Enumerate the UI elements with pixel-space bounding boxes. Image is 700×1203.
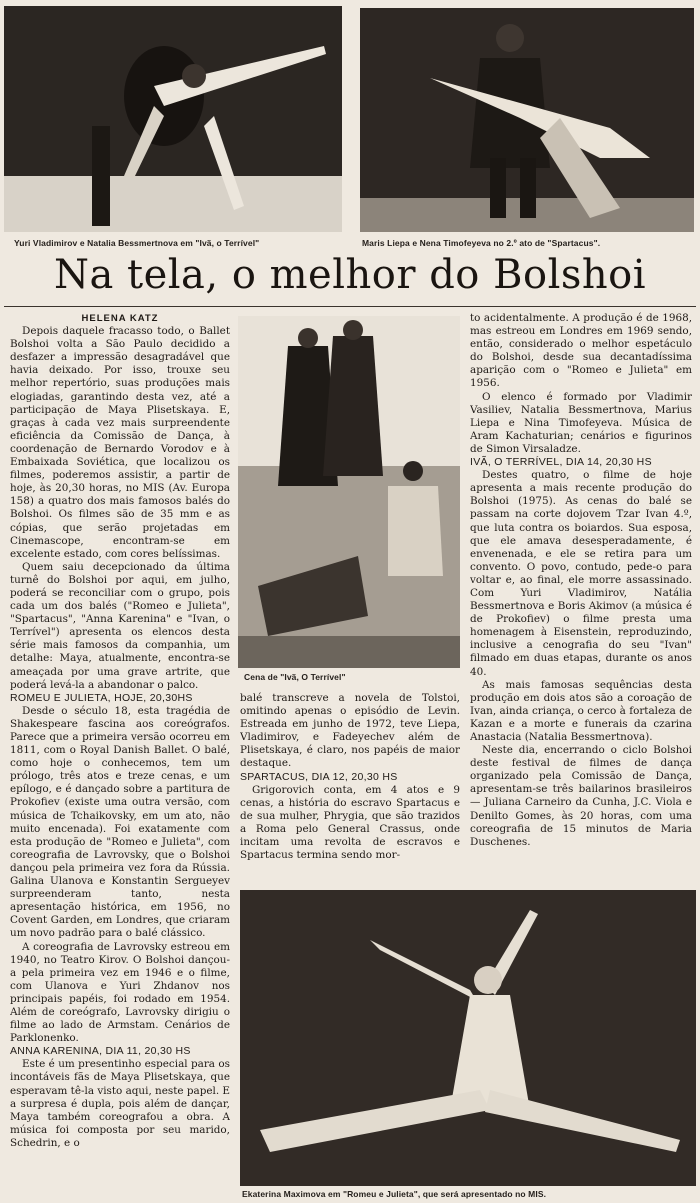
photo-caption: Cena de "Ivã, O Terrível"	[244, 672, 346, 682]
paragraph: Este é um presentinho especial para os incontáveis fãs de Maya Plisetskaya, que esperavam tê-la visto aqui, neste papel. E a surpresa é dupla, pois além de dançar, Maya também coreografou a obra. A música foi composta por seu marido, Schedrin, e o	[10, 1058, 230, 1149]
paragraph: Destes quatro, o filme de hoje apresenta a mais recente produção do Bolshoi (1975). As cenas do balé se passam na corte dojovem Tzar Ivan 4.º, que luta contra os boiardos. Sua esposa, que ele amava desesperadamente, é envenenada, e ele se retira para um convento. O povo, contudo, pede-o para voltar e, ao final, ele morre assassinado. Com Yuri Vladimirov, Natália Bessmertnova e Boris Akimov (a música é de Prokofiev) o filme presta uma homenagem à Eisenstein, reproduzindo, inclusive a cenografia do seu "Ivan" filmado em duas etapas, durante os anos 40.	[470, 469, 692, 678]
photo-ivan-scene	[238, 316, 460, 668]
paragraph: to acidentalmente. A produção é de 1968, mas estreou em Londres em 1969 sendo, então, considerado o melhor espetáculo do Bolshoi, desde sua decantadíssima aparição com o "Romeo e Julieta" em 1956.	[470, 312, 692, 390]
photo-romeo-julieta	[240, 890, 696, 1186]
photo-spartacus	[360, 8, 694, 232]
section-heading: SPARTACUS, DIA 12, 20,30 HS	[240, 770, 398, 783]
paragraph: Quem saiu decepcionado da última turnê do Bolshoi por aqui, em julho, poderá se reconciliar com o grupo, pois cada um dos balés ("Romeo e Julieta", "Spartacus", "Anna Karenina" e "Ivan, o Terrível") apresenta os elencos desta série mais famosos da companhia, um detalhe: Maya, atualmente, encontra-se ameaçada por uma grave artrite, que poderá levá-la a abandonar o palco.	[10, 560, 230, 691]
section-heading: ANNA KARENINA, DIA 11, 20,30 HS	[10, 1045, 191, 1058]
photo-caption: Yuri Vladimirov e Natalia Bessmertnova em "Ivã, o Terrível"	[14, 238, 260, 248]
paragraph: balé transcreve a novela de Tolstoi, omitindo apenas o episódio de Levin. Estreada em junho de 1972, teve Liepa, Vladimirov, e Fadeyechev além de Plisetskaya, é claro, nos papéis de maior destaque.	[240, 692, 460, 770]
photo-ivan-dancers	[4, 6, 342, 232]
article-column-3	[470, 312, 692, 880]
section-heading: ROMEU E JULIETA, HOJE, 20,30HS	[10, 691, 193, 704]
paragraph: As mais famosas sequências desta produção em dois atos são a coroação de Ivan, ainda criança, o cerco à fortaleza de Kazan e a morte e funerais da czarina Anastacia (Natalia Bessmertnova).	[470, 678, 692, 743]
photo-caption: Ekaterina Maximova em "Romeu e Julieta", que será apresentado no MIS.	[242, 1189, 547, 1199]
page-title: Na tela, o melhor do Bolshoi	[53, 252, 647, 298]
paragraph: A coreografia de Lavrovsky estreou em 1940, no Teatro Kirov. O Bolshoi dançou-a pela primeira vez em 1946 e o filme, com Ulanova e Yuri Zhdanov nos principais papéis, foi rodado em 1954. Além de coreógrafo, Lavrovsky dirigiu o filme ao lado de Armstam. Cenários de Parklonenko.	[10, 940, 230, 1045]
section-heading: IVÃ, O TERRÍVEL, DIA 14, 20,30 HS	[470, 456, 652, 469]
paragraph: O elenco é formado por Vladimir Vasiliev, Natalia Bessmertnova, Marius Liepa e Nina Timofeyeva. Música de Aram Kachaturian; cenários e figurinos de Simon Virsaladze.	[470, 390, 692, 455]
divider	[4, 306, 696, 307]
byline: HELENA KATZ	[81, 313, 159, 324]
paragraph: Desde o século 18, esta tragédia de Shakespeare fascina aos coreógrafos. Parece que a primeira versão ocorreu em 1811, com o Royal Danish Ballet. O balé, como hoje o conhecemos, tem um prólogo, três atos e treze cenas, e um epílogo, e é dançado sobre a partitura de Prokofiev (existe uma outra versão, com música de Tchaikovsky, em um ato, não muito encenada). Foi exatamente com esta produção de "Romeo e Julieta", com coreografia de Lavrovsky, que o Bolshoi dançou pela primeira vez fora da Rússia. Galina Ulanova e Konstantin Sergueyev surpreenderam tanto, nesta apresentação histórica, em 1956, no Covent Garden, em Londres, que criaram um novo padrão para o balé clássico.	[10, 704, 230, 940]
paragraph: Neste dia, encerrando o ciclo Bolshoi deste festival de filmes de dança organizado pela Comissão de Dança, apresentam-se três bailarinos brasileiros — Juliana Carneiro da Cunha, J.C. Viola e Denilto Gomes, às 20 horas, com uma coreografia de 15 minutos de Maria Duschenes.	[470, 744, 692, 848]
paragraph: Depois daquele fracasso todo, o Ballet Bolshoi volta a São Paulo decidido a desfazer a impressão desagradável que havia deixado. Por isso, trouxe seu melhor repertório, suas produções mais elogiadas, garantindo desta vez, até a participação de Maya Plisetskaya. E, graças à cada vez mais surpreendente eficiência da Comissão de Dança, à coordenação de Bernardo Vorodov e à Embaixada Soviética, que localizou os filmes, poderemos assistir, a partir de hoje, às 20,30 horas, no MIS (Av. Europa 158) a quatro dos mais famosos balés do Bolshoi. Os filmes são de 35 mm e as cópias, que serão projetadas em Cinemascope, encontram-se em excelente estado, com cores belíssimas.	[10, 325, 230, 560]
article-column-2	[240, 692, 460, 890]
paragraph: Grigorovich conta, em 4 atos e 9 cenas, a história do escravo Spartacus e de sua mulher, Phrygia, que são trazidos a Roma pelo General Crassus, onde incitam uma revolta de escravos e Spartacus termina sendo mor-	[240, 783, 460, 862]
photo-caption: Maris Liepa e Nena Timofeyeva no 2.º ato de "Spartacus".	[362, 238, 601, 248]
article-column-1	[10, 312, 230, 1200]
